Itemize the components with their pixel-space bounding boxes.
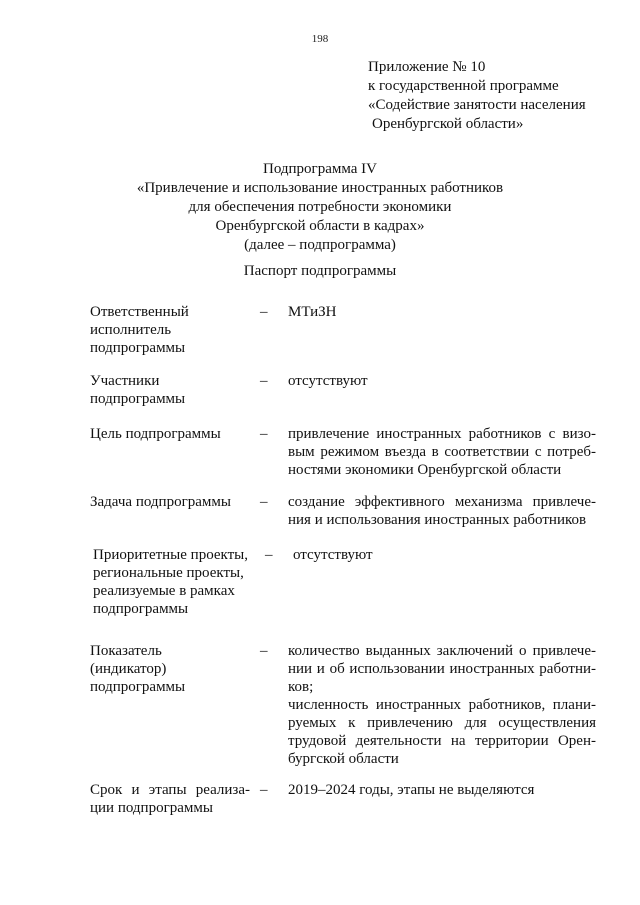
- passport-title: Паспорт подпрограммы: [243, 263, 397, 279]
- subprogram-heading: [0, 160, 640, 255]
- value-line: трудовой деятельности на территории Орен-: [288, 733, 596, 749]
- row-label: [93, 546, 248, 618]
- label-line: региональные проекты,: [93, 565, 244, 581]
- row-value: [288, 493, 596, 529]
- appendix-line: «Содействие занятости населения: [368, 97, 586, 113]
- value-line: отсутствуют: [288, 373, 368, 389]
- heading-line: «Привлечение и использование иностранных работников: [136, 180, 504, 196]
- heading-line: Подпрограмма IV: [263, 161, 377, 177]
- value-line: отсутствуют: [293, 547, 373, 563]
- label-line: реализуемые в рамках: [93, 583, 235, 599]
- label-line: Задача подпрограммы: [90, 494, 231, 510]
- row-label: [90, 303, 189, 357]
- row-value: [288, 642, 596, 768]
- label-line: Приоритетные проекты,: [93, 547, 249, 563]
- value-line: бургской области: [288, 751, 399, 767]
- label-line: подпрограммы: [93, 601, 189, 617]
- label-line: ции подпрограммы: [90, 800, 213, 816]
- row-dash: –: [260, 643, 268, 659]
- label-line: подпрограммы: [90, 391, 186, 407]
- appendix-block: [368, 58, 586, 134]
- label-line: подпрограммы: [90, 340, 186, 356]
- value-line: вым режимом въезда в соответствии с потреб-: [288, 444, 596, 460]
- label-line: подпрограммы: [90, 679, 186, 695]
- appendix-line: к государственной программе: [368, 78, 559, 94]
- row-label: [90, 372, 185, 408]
- page-number: 198: [311, 33, 329, 45]
- row-value: [288, 425, 596, 479]
- label-line: Участники: [90, 373, 160, 389]
- row-value: [288, 372, 596, 390]
- value-line: МТиЗН: [288, 304, 337, 320]
- label-line: Ответственный: [90, 304, 189, 320]
- row-value: [293, 546, 601, 564]
- row-label: [90, 425, 221, 443]
- value-line: количество выданных заключений о привлече-: [288, 643, 596, 659]
- appendix-line: Оренбургской области»: [372, 116, 524, 132]
- value-line: привлечение иностранных работников с визо-: [288, 426, 596, 442]
- value-line: численность иностранных работников, плани-: [288, 697, 596, 713]
- value-line: руемых к привлечению для осуществления: [288, 715, 596, 731]
- row-label: [90, 642, 185, 696]
- heading-line: (далее – подпрограмма): [244, 237, 396, 253]
- heading-line: для обеспечения потребности экономики: [188, 199, 452, 215]
- row-dash: –: [260, 782, 268, 798]
- value-line: ков;: [288, 679, 314, 695]
- row-value: [288, 781, 596, 799]
- row-dash: –: [260, 426, 268, 442]
- row-dash: –: [260, 304, 268, 320]
- label-line: Срок и этапы реализа-: [90, 782, 250, 798]
- value-line: ностями экономики Оренбургской области: [288, 462, 562, 478]
- label-line: исполнитель: [90, 322, 172, 338]
- row-value: [288, 303, 596, 321]
- heading-line: Оренбургской области в кадрах»: [215, 218, 425, 234]
- row-dash: –: [265, 547, 273, 563]
- label-line: Цель подпрограммы: [90, 426, 221, 442]
- value-line: создание эффективного механизма привлече-: [288, 494, 596, 510]
- row-dash: –: [260, 373, 268, 389]
- value-line: нии и об использовании иностранных работни-: [288, 661, 596, 677]
- row-label: [90, 781, 250, 817]
- appendix-line: Приложение № 10: [368, 59, 486, 75]
- value-line: 2019–2024 годы, этапы не выделяются: [288, 782, 535, 798]
- row-dash: –: [260, 494, 268, 510]
- row-label: [90, 493, 231, 511]
- label-line: Показатель: [90, 643, 162, 659]
- label-line: (индикатор): [90, 661, 167, 677]
- value-line: ния и использования иностранных работников: [288, 512, 587, 528]
